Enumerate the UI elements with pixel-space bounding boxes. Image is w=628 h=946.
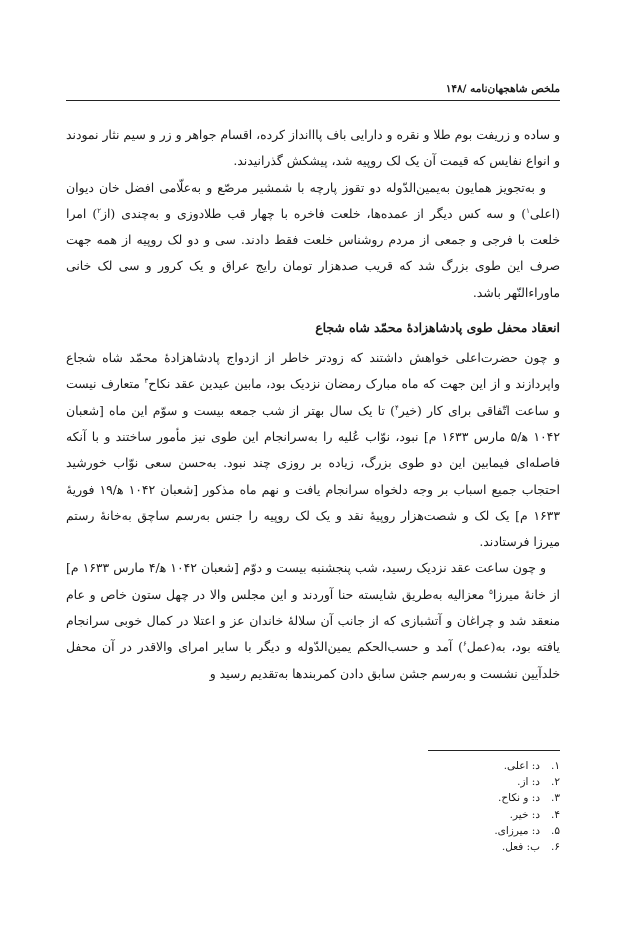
paragraph-2 [66, 175, 560, 306]
footnote-number: ۳. [551, 792, 560, 805]
footnote-item [66, 790, 560, 806]
footnote-item [66, 823, 560, 839]
footnote-mark-5[interactable]: ۵ [489, 587, 493, 596]
footnote-item [66, 839, 560, 855]
footnote-number: ۶. [551, 841, 560, 854]
footnote-number: ۴. [551, 808, 560, 821]
paragraph-4-part-c: ) آمد و حسب‌الحکم یمین‌الدّوله و دیگر با سایر امرای والاقدر در آن محفل خلدآیین نشست و به‌رسم جشن سابق دادن کمربندها به‌تقدیم رسید و [66, 639, 560, 681]
running-header [66, 80, 560, 101]
section-heading-text: انعقاد محفل طوی پادشاهزادهٔ محمّد شاه شجاع [315, 320, 560, 336]
footnote-list [66, 758, 560, 855]
footnote-mark-4[interactable]: ۴ [394, 403, 399, 412]
paragraph-2-part-a: و به‌تجویز همایون به‌یمین‌الدّوله دو تقوز پارچه با شمشیر مرصّع و به‌علّامی افضل خان دیوان (اعلی [66, 179, 560, 221]
footnote-number: ۵. [551, 824, 560, 837]
paragraph-1 [66, 122, 560, 175]
footnote-text: د: از. [517, 776, 540, 789]
footnote-mark-1[interactable]: ۱ [526, 206, 530, 215]
footnote-mark-2[interactable]: ۲ [97, 206, 101, 215]
paragraph-3-part-a: و چون حضرت‌اعلی خواهش داشتند که زودتر خاطر از ازدواج پادشاهزادهٔ محمّد شاه شجاع واپردازند و از این جهت که ماه مبارک رمضان نزدیک بود، مابین عیدین عقد نکاح [66, 350, 560, 392]
paragraph-2-part-b: ) و سه کس دیگر از عمده‌ها، خلعت فاخره با چهار قب طلادوزی و به‌چندی (از [100, 205, 527, 221]
footnote-number: ۱. [551, 760, 560, 772]
paragraph-4-part-a: و چون ساعت عقد نزدیک رسید، شب پنجشنبه بیست و دوّم [شعبان ۱۰۴۲ ه‍/۴ مارس ۱۶۳۳ م] از خانهٔ میرزا [66, 560, 561, 602]
footnote-text: ب: فعل. [501, 841, 540, 854]
footnote-text: د: و نکاح. [498, 792, 540, 805]
paragraph-1-text: و ساده و زریفت بوم طلا و نقره و دارایی باف پااانداز کرده، اقسام جواهر و زر و سیم نثار نمودند و انواع نفایس که قیمت آن یک لک روپیه شد، پیشکش گذرانیدند. [66, 127, 560, 169]
footnote-divider [428, 750, 560, 751]
paragraph-3-part-c: ) تا یک سال بهتر از شب جمعه بیست و سوّم این ماه [شعبان ۱۰۴۲ ه‍/۵ مارس ۱۶۳۳ م] نبود، نوّاب عُلیه را به‌سرانجام این طوی نیز مأمور ساختند و با آنکه فاصله‌ای فیمابین این دو طوی بزرگ، زیاده بر روزی چند نبود. به‌حسن سعی نوّاب خورشید احتجاب جمیع اسباب بر وجه دلخواه سرانجام یافت و نهم ماه مذکور [شعبان ۱۰۴۲ ه‍/۱۹ فوریهٔ ۱۶۳۳ م] یک لک و شصت‌هزار روپیهٔ نقد و یک لک روپیه را جنس به‌رسم ساچق به‌خانهٔ رستم میرزا فرستادند. [66, 402, 561, 550]
running-header-title: ملخص شاهجهان‌نامه /۱۴۸ [445, 83, 560, 95]
footnote-item [66, 758, 560, 774]
footnote-mark-6[interactable]: ۶ [462, 640, 467, 649]
footnote-item [66, 774, 560, 790]
footnote-text: د: اعلی. [503, 760, 540, 772]
paragraph-3 [66, 345, 560, 555]
main-text [66, 122, 560, 687]
paragraph-3-part-b: متعارف نیست و ساعت اتّفاقی برای کار (خیر [66, 376, 560, 418]
section-heading [66, 315, 560, 341]
footnote-number: ۲. [551, 776, 560, 789]
footnote-text: د: خیر. [509, 808, 540, 821]
footnote-item [66, 807, 560, 823]
paragraph-4 [66, 555, 560, 686]
paragraph-4-part-b: معزالیه به‌طریق شایسته حنا آوردند و این مجلس والا در چهل ستون خاص و عام منعقد شد و چراغان و آتشبازی که از جانب آن سلالهٔ خاندان عز و اعتلا در کمال خوبی سرانجام یافته بود، به(عمل [66, 586, 560, 655]
footnote-mark-3[interactable]: ۳ [144, 377, 149, 386]
book-page [66, 0, 560, 946]
paragraph-2-part-c: ) امرا خلعت با فرجی و جمعی از مردم روشناس خلعت فقط دادند. سی و دو لک روپیه از همه جهت صرف این طوی بزرگ شد که قریب صدهزار تومان رایج عراق و یک کرور و سی لک خانی ماوراءالنّهر باشد. [66, 205, 560, 300]
footnote-text: د: میرزای. [494, 824, 540, 837]
